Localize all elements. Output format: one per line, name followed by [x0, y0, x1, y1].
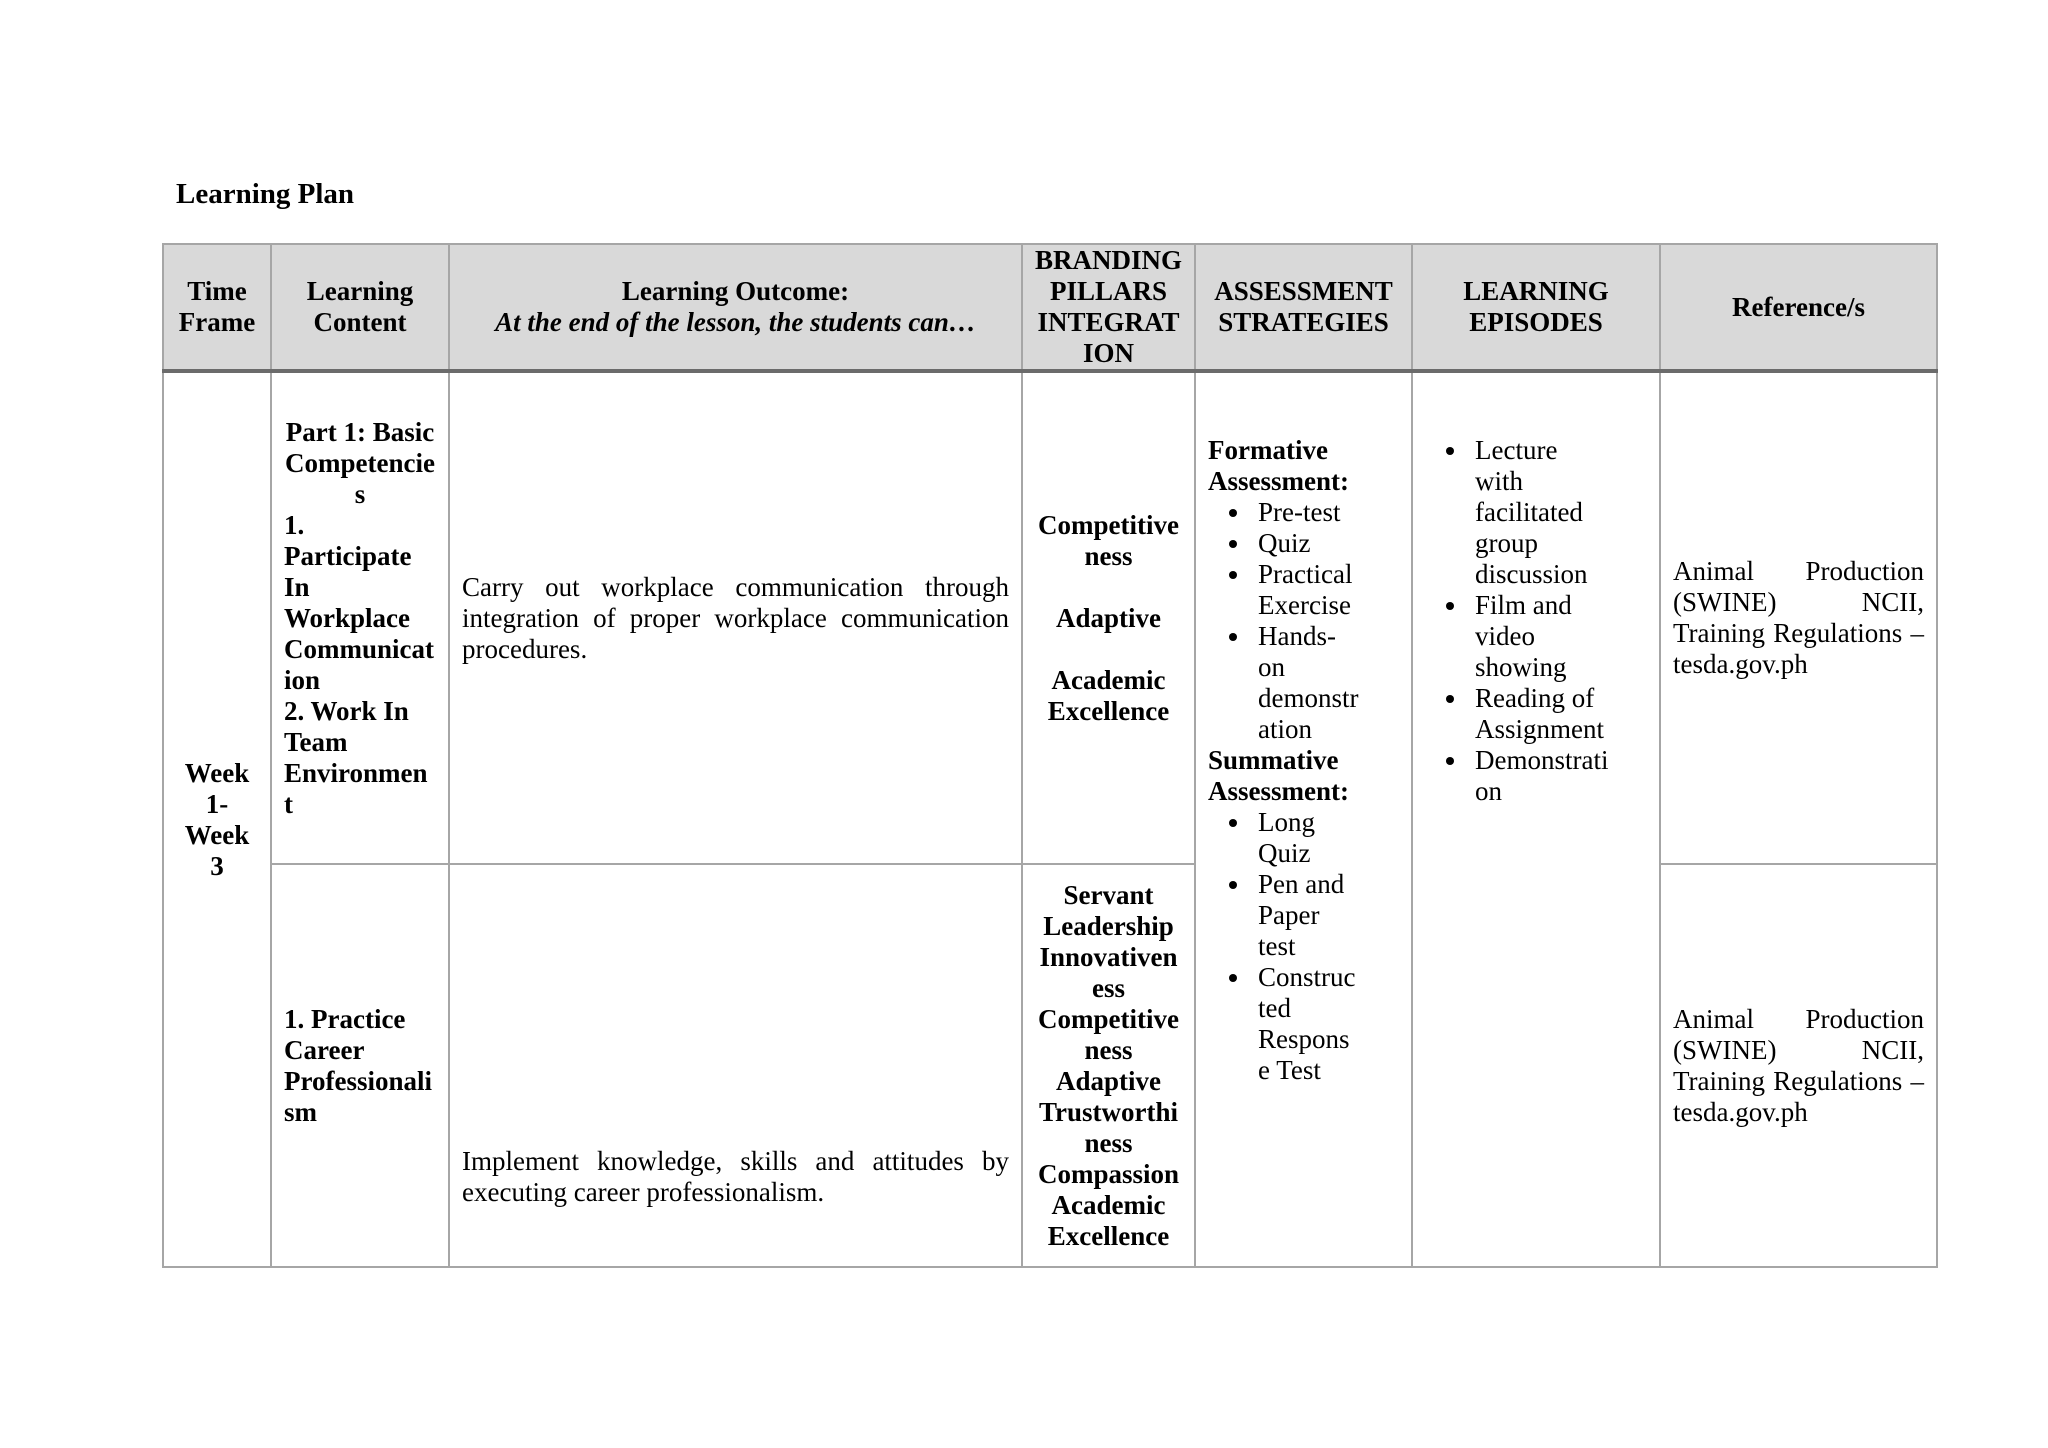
page-title: Learning Plan [176, 178, 355, 210]
header-time-frame: Time Frame [163, 244, 271, 371]
learning-outcome-cell: Carry out workplace communication through integration of proper workplace communication procedures. [449, 371, 1022, 864]
list-item: • Construc ted Respons e Test [1252, 962, 1399, 1086]
table-row [163, 864, 1937, 1267]
reference-cell: Animal Production (SWINE) NCII, Training Regulations – tesda.gov.ph [1660, 864, 1937, 1267]
list-item: • Long Quiz [1252, 807, 1399, 869]
list-item: • Lecture with facilitated group discussion [1469, 435, 1647, 590]
list-item: • Pen and Paper test [1252, 869, 1399, 962]
learning-content-cell: Part 1: Basic Competencie s 1. Participate In Workplace Communicat ion 2. Work In Team Environmen t [271, 371, 449, 864]
list-item: • Hands- on demonstr ation [1252, 621, 1399, 745]
header-row [163, 244, 1937, 371]
learning-outcome-cell: Implement knowledge, skills and attitudes by executing career professionalism. [449, 864, 1022, 1267]
episodes-list [1425, 435, 1647, 807]
time-frame-cell: Week 1- Week 3 [163, 371, 271, 1267]
summative-list [1208, 807, 1399, 1086]
list-item: • Film and video showing [1469, 590, 1647, 683]
assessment-cell: Formative Assessment: • Pre-test • Quiz • Practical Exercise • Hands- on demonstr ation Summative Assessment: • Long Quiz • Pen and Paper test • Construc ted Respons e Test [1195, 371, 1412, 1267]
formative-list [1208, 497, 1399, 745]
header-branding-pillars: BRANDING PILLARS INTEGRAT ION [1022, 244, 1195, 371]
list-item: • Practical Exercise [1252, 559, 1399, 621]
header-references: Reference/s [1660, 244, 1937, 371]
header-learning-content: Learning Content [271, 244, 449, 371]
list-item: • Demonstrati on [1469, 745, 1647, 807]
header-assessment-strategies: ASSESSMENT STRATEGIES [1195, 244, 1412, 371]
header-learning-outcome: Learning Outcome: At the end of the lesson, the students can… [449, 244, 1022, 371]
table-row [163, 371, 1937, 864]
learning-content-cell: 1. Practice Career Professionali sm [271, 864, 449, 1267]
learning-episodes-cell [1412, 371, 1660, 1267]
header-learning-outcome-sub: At the end of the lesson, the students can… [495, 307, 976, 337]
list-item: • Pre-test [1252, 497, 1399, 528]
reference-cell: Animal Production (SWINE) NCII, Training Regulations – tesda.gov.ph [1660, 371, 1937, 864]
branding-cell: Servant Leadership Innovativen ess Competitive ness Adaptive Trustworthi ness Compassion Academic Excellence [1022, 864, 1195, 1267]
list-item: • Quiz [1252, 528, 1399, 559]
branding-cell: Competitive ness Adaptive Academic Excellence [1022, 371, 1195, 864]
list-item: • Reading of Assignment [1469, 683, 1647, 745]
header-learning-episodes: LEARNING EPISODES [1412, 244, 1660, 371]
learning-plan-table [162, 243, 1938, 1268]
